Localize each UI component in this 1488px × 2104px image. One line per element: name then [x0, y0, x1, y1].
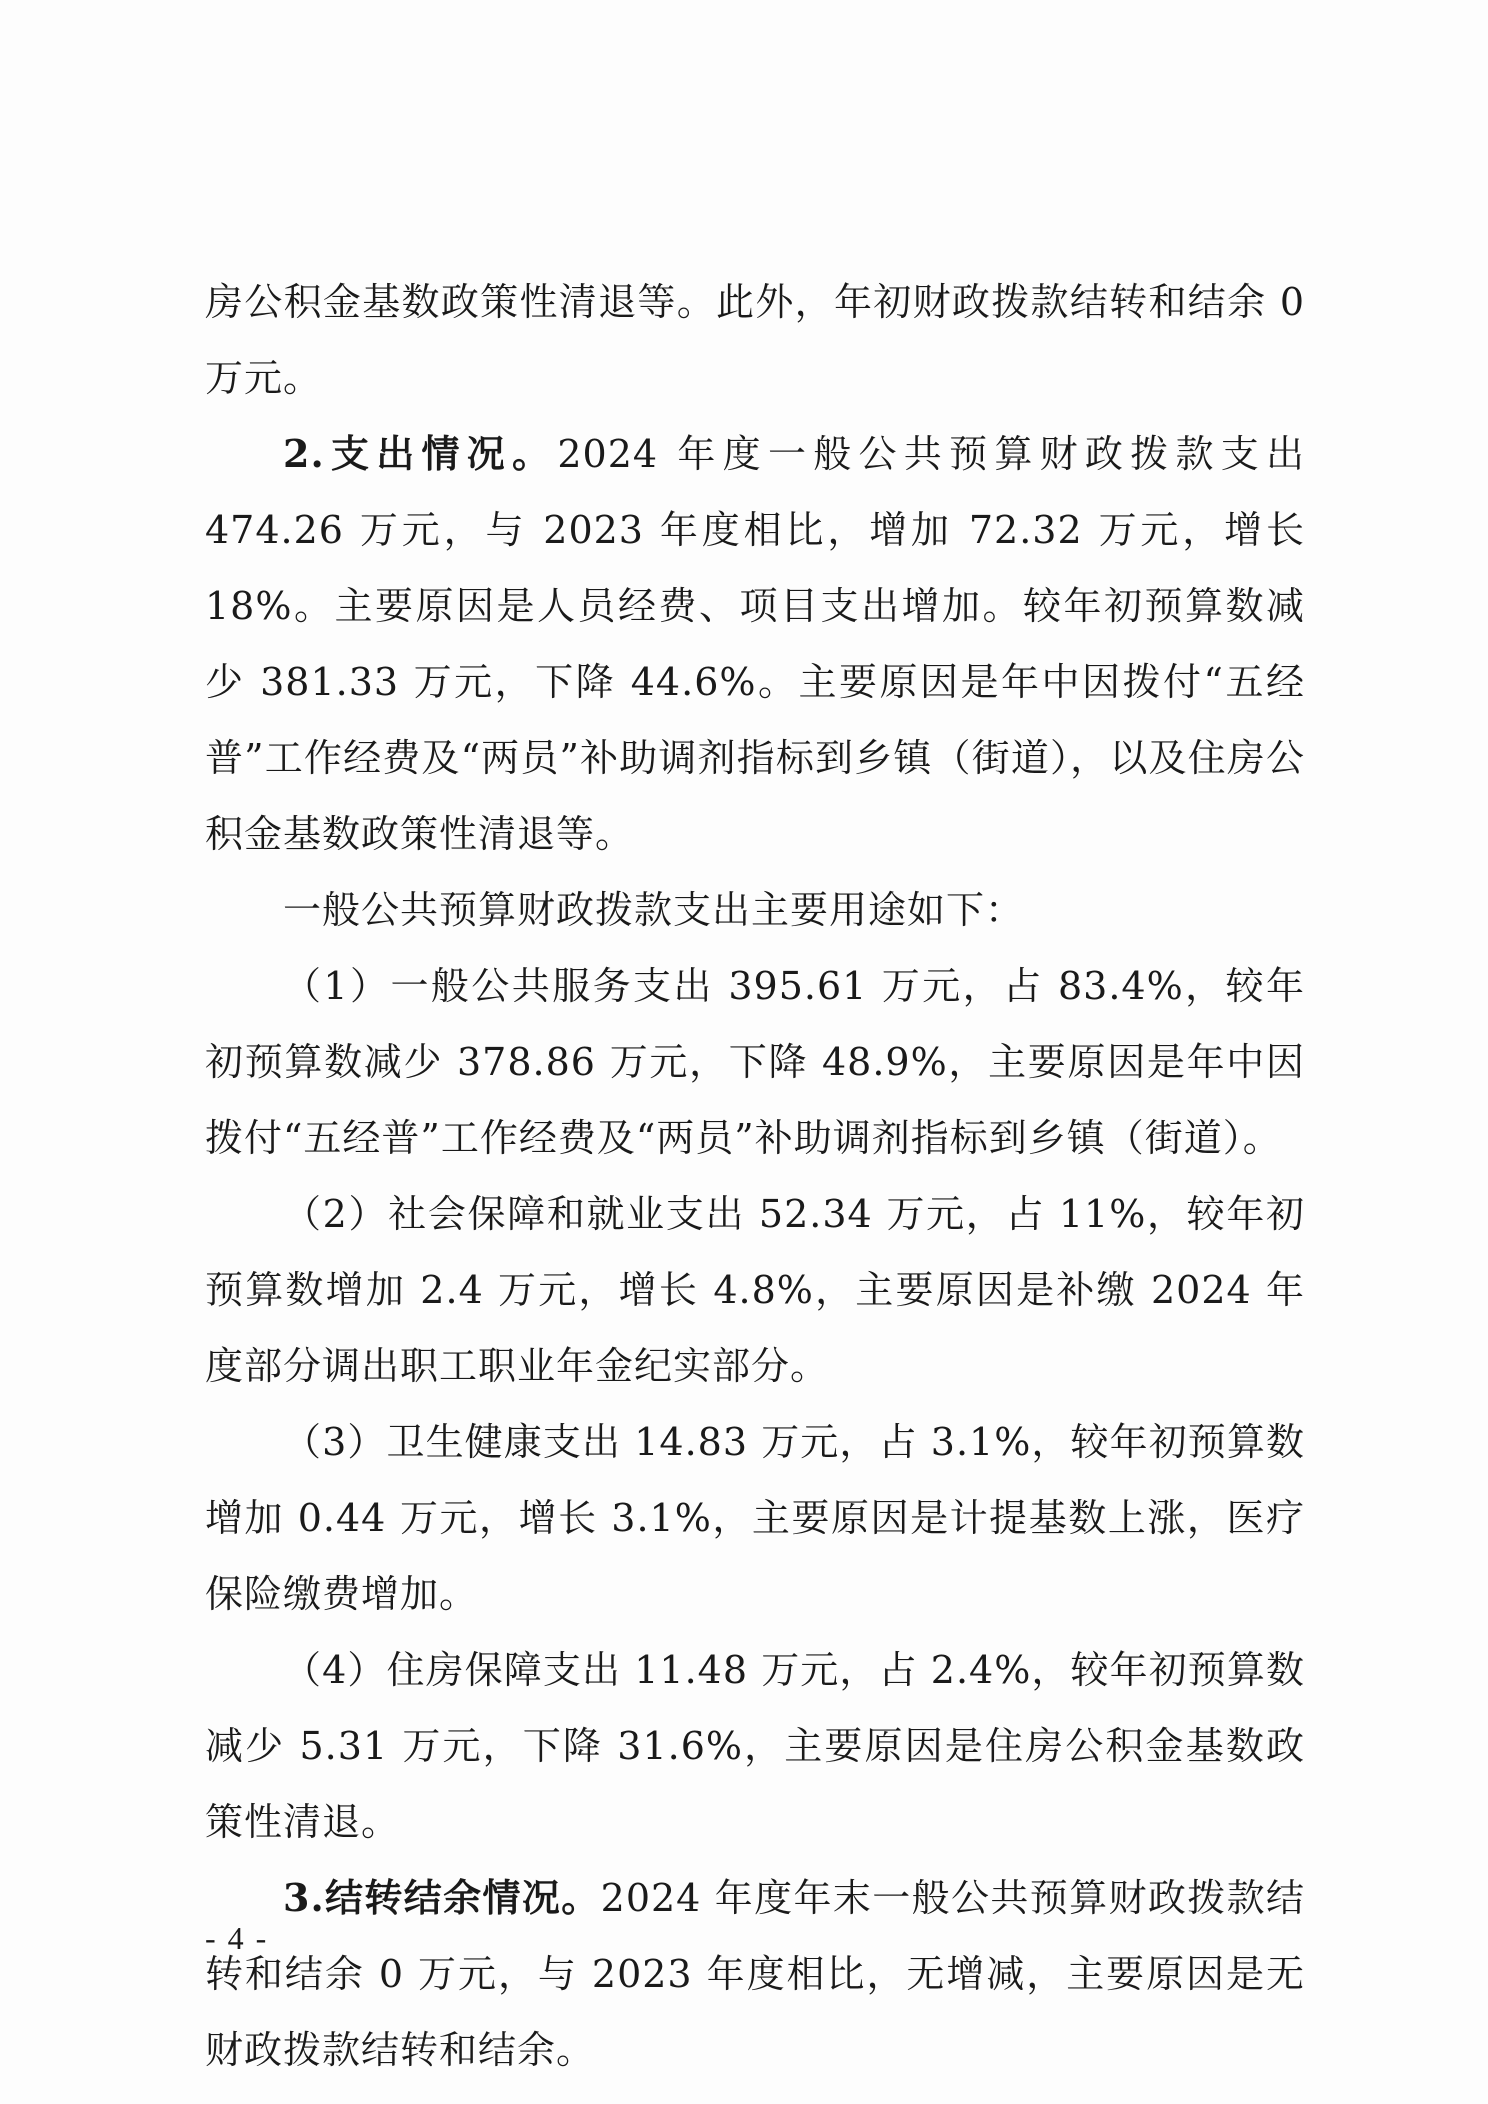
paragraph-text: 房公积金基数政策性清退等。此外，年初财政拨款结转和结余 0 万元。: [205, 280, 1305, 400]
list-item-social-security: [205, 1176, 1305, 1404]
paragraph-text: （2）社会保障和就业支出 52.34 万元，占 11%，较年初预算数增加 2.4 万元，增长 4.8%，主要原因是补缴 2024 年度部分调出职工职业年金纪实部分。: [205, 1192, 1305, 1388]
paragraph-text: 2024 年度一般公共预算财政拨款支出 474.26 万元，与 2023 年度相比，增加 72.32 万元，增长 18%。主要原因是人员经费、项目支出增加。较年初预算数减少 381.33 万元，下降 44.6%。主要原因是年中因拨付“五经普”工作经费及“两员”补助调剂指标到乡镇（街道），以及住房公积金基数政策性清退等。: [205, 432, 1306, 856]
list-item-general-services: [205, 948, 1305, 1176]
body-text: [205, 264, 1305, 2088]
list-item-health: [205, 1404, 1305, 1632]
paragraph-carryover: [205, 1860, 1305, 2088]
paragraph-text: （1）一般公共服务支出 395.61 万元，占 83.4%，较年初预算数减少 378.86 万元，下降 48.9%，主要原因是年中因拨付“五经普”工作经费及“两员”补助调剂指标到乡镇（街道）。: [205, 964, 1305, 1160]
page-number: - 4 -: [205, 1920, 269, 1956]
paragraph-usage-intro: [205, 872, 1305, 948]
paragraph-expenditure: [205, 416, 1305, 872]
section-heading-expenditure: 2.支出情况。: [283, 431, 558, 476]
section-heading-carryover: 3.结转结余情况。: [283, 1875, 601, 1920]
paragraph-continuation: [205, 264, 1305, 416]
paragraph-text: （4）住房保障支出 11.48 万元，占 2.4%，较年初预算数减少 5.31 万元，下降 31.6%，主要原因是住房公积金基数政策性清退。: [205, 1648, 1305, 1844]
paragraph-text: 一般公共预算财政拨款支出主要用途如下：: [283, 888, 1025, 932]
paragraph-text: （3）卫生健康支出 14.83 万元，占 3.1%，较年初预算数增加 0.44 万元，增长 3.1%，主要原因是计提基数上涨，医疗保险缴费增加。: [205, 1420, 1305, 1616]
paragraph-text: 2024 年度年末一般公共预算财政拨款结转和结余 0 万元，与 2023 年度相比，无增减，主要原因是无财政拨款结转和结余。: [205, 1876, 1305, 2072]
list-item-housing: [205, 1632, 1305, 1860]
